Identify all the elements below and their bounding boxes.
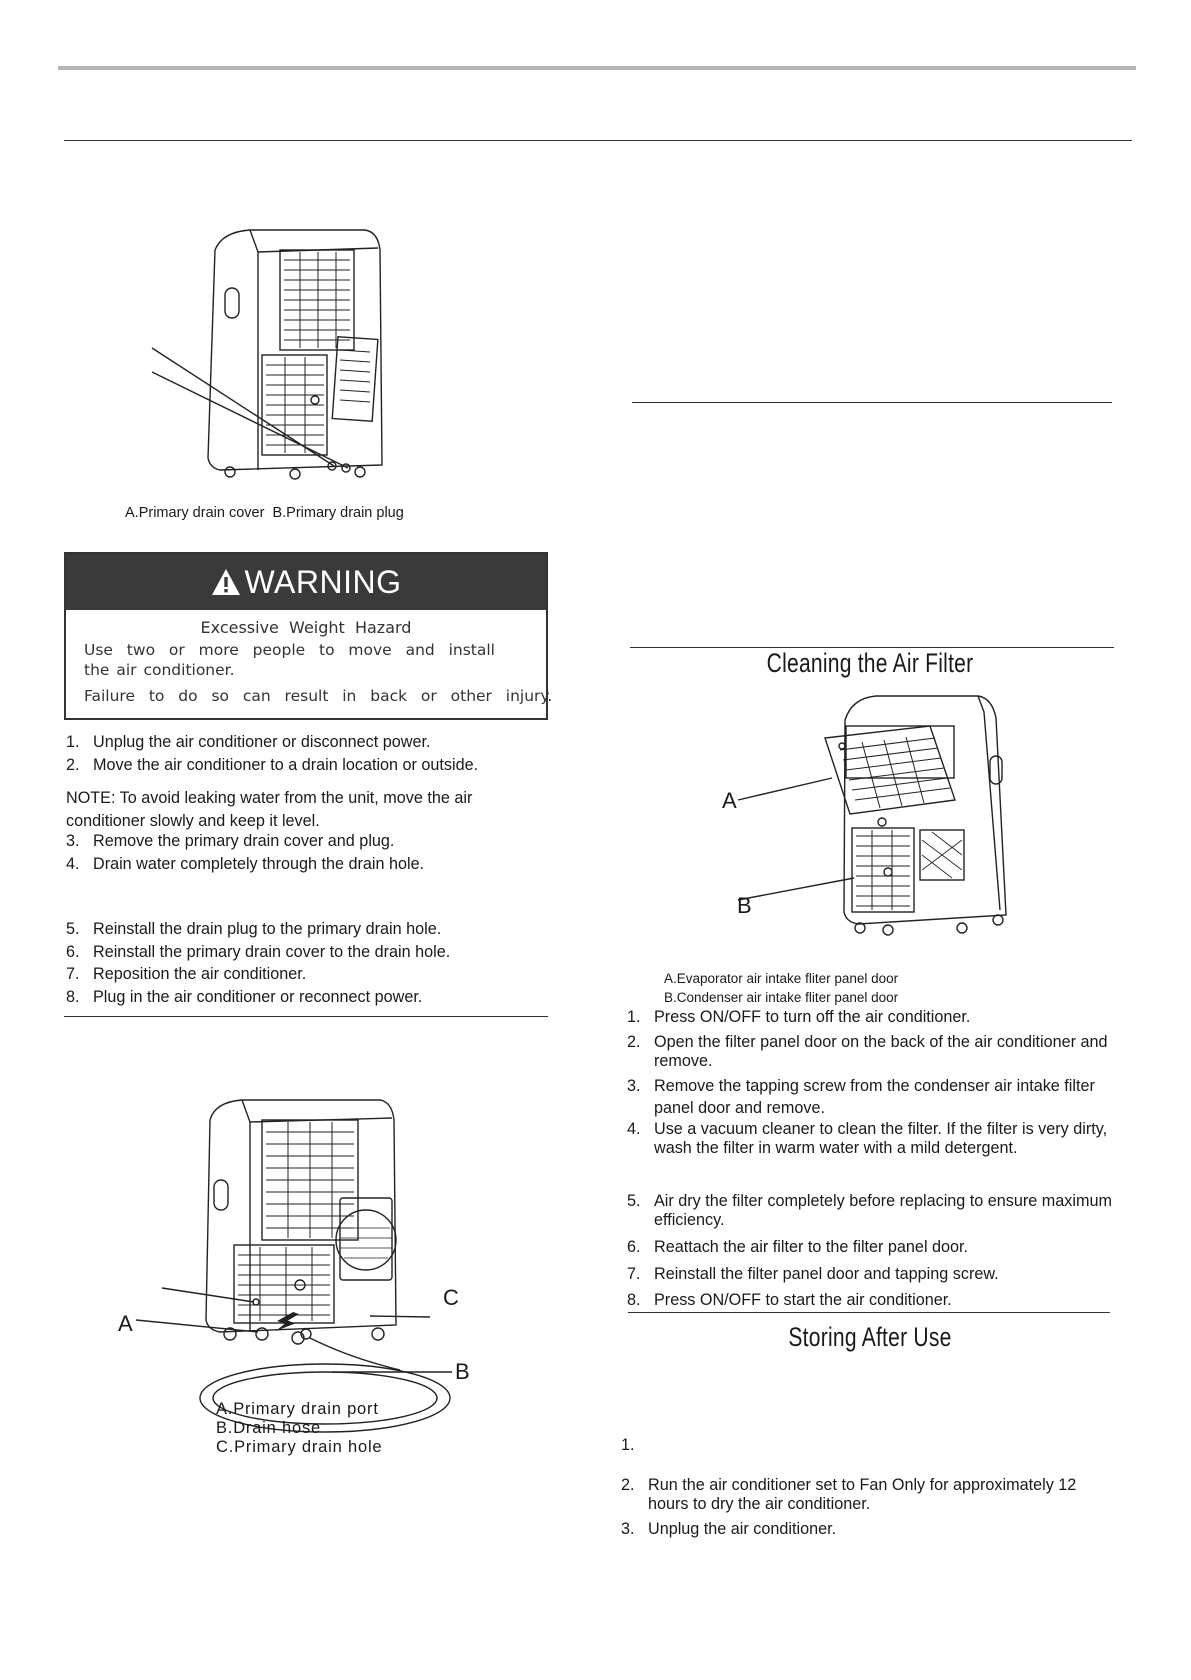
step-text: Remove the primary drain cover and plug.: [93, 832, 395, 850]
list-item: [621, 1476, 1101, 1514]
step-number: 1.: [627, 1008, 641, 1026]
list-item: [66, 918, 526, 941]
filter-steps-b: [627, 1192, 1117, 1312]
step-number: 6.: [66, 942, 80, 961]
filter-section-title: Cleaning the Air Filter: [766, 648, 974, 678]
figure2-label-a: A: [118, 1311, 133, 1336]
step-number: 2.: [621, 1476, 635, 1494]
step-text: Use a vacuum cleaner to clean the filter. If the filter is very dirty, wash the filter in warm water with a mild detergent.: [654, 1119, 1108, 1157]
list-item: [627, 1120, 1117, 1158]
warning-line-2: Failure to do so can result in back or other injury.: [84, 687, 553, 705]
top-bar: [58, 66, 1136, 70]
list-item: [66, 830, 526, 853]
list-item: [66, 853, 526, 876]
drain-note: NOTE: To avoid leaking water from the unit, move the air conditioner slowly and keep it level.: [66, 789, 473, 830]
figure2-label-b: B: [455, 1359, 470, 1384]
figure1-caption: A.Primary drain cover B.Primary drain plug: [125, 505, 404, 521]
step-text: Air dry the filter completely before replacing to ensure maximum efficiency.: [654, 1192, 1112, 1229]
step-text: Unplug the air conditioner or disconnect power.: [93, 733, 431, 751]
storing-section-title: Storing After Use: [788, 1322, 952, 1352]
list-item: [627, 1033, 1117, 1071]
list-item: [627, 1236, 1117, 1259]
left-section-rule: [64, 1016, 548, 1017]
step-number: 3.: [66, 832, 80, 850]
figure2-caption-b: B.Drain hose: [216, 1419, 321, 1437]
list-item: [66, 941, 526, 964]
step-number: 6.: [627, 1238, 641, 1256]
step-number: 3.: [627, 1076, 641, 1095]
step-number: 8.: [66, 987, 80, 1006]
step-text: Reattach the air filter to the filter panel door.: [654, 1238, 969, 1256]
warning-triangle-icon: [211, 568, 241, 596]
list-item: [627, 1006, 1117, 1029]
warning-title: WARNING: [244, 563, 402, 600]
filter-caption-a: A.Evaporator air intake fliter panel door: [664, 971, 899, 986]
step-number: 7.: [627, 1264, 641, 1283]
list-item: [627, 1192, 1117, 1230]
figure2-caption-c: C.Primary drain hole: [216, 1438, 383, 1456]
step-text: Press ON/OFF to turn off the air conditioner.: [654, 1008, 971, 1026]
list-item: [66, 986, 526, 1009]
step-text: Reinstall the filter panel door and tapping screw.: [654, 1264, 999, 1283]
drain-steps-a: [66, 731, 526, 776]
list-item: [621, 1518, 1101, 1541]
step-number: 5.: [66, 920, 80, 938]
storing-step-1: [621, 1436, 635, 1455]
filter-steps-a: [627, 1006, 1117, 1158]
step-text: Reposition the air conditioner.: [93, 965, 307, 983]
figure-drain-cover: [150, 220, 410, 490]
right-top-rule: [632, 402, 1112, 403]
list-item: [66, 731, 526, 754]
step-text: Open the filter panel door on the back of the air conditioner and remove.: [654, 1032, 1108, 1070]
step-text: Plug in the air conditioner or reconnect power.: [93, 987, 423, 1006]
storing-steps: [621, 1476, 1101, 1541]
list-item: [627, 1289, 1117, 1312]
step-number: 3.: [621, 1520, 635, 1538]
step-number: 4.: [66, 854, 80, 873]
step-number: 1.: [621, 1436, 635, 1454]
header-rule: [64, 140, 1132, 141]
step-text: Reinstall the drain plug to the primary drain hole.: [93, 920, 442, 938]
step-text: Reinstall the primary drain cover to the drain hole.: [93, 942, 451, 961]
figure2-caption-a: A.Primary drain port: [216, 1400, 379, 1418]
step-number: 5.: [627, 1192, 641, 1210]
step-text: Move the air conditioner to a drain location or outside.: [93, 755, 479, 774]
list-item: [627, 1263, 1117, 1286]
warning-line-1: Use two or more people to move and install the air conditioner.: [84, 641, 502, 679]
step-text: Remove the tapping screw from the condenser air intake filter panel door and remove.: [654, 1076, 1095, 1117]
filter-caption-b: B.Condenser air intake fliter panel door: [664, 990, 899, 1005]
step-number: 2.: [66, 755, 80, 774]
step-number: 7.: [66, 965, 80, 983]
step-text: Press ON/OFF to start the air conditioner.: [654, 1291, 952, 1309]
figure-air-filter: [700, 690, 1060, 960]
filter-label-a: A: [722, 788, 737, 813]
step-number: 8.: [627, 1291, 641, 1309]
warning-subtitle: Excessive Weight Hazard: [200, 618, 412, 637]
step-text: Run the air conditioner set to Fan Only for approximately 12 hours to dry the air conditioner.: [648, 1476, 1077, 1513]
step-text: Drain water completely through the drain hole.: [93, 854, 425, 873]
step-number: 4.: [627, 1119, 641, 1138]
list-item: [627, 1075, 1117, 1120]
step-number: 1.: [66, 733, 80, 751]
step-number: 2.: [627, 1032, 641, 1051]
step-text: Unplug the air conditioner.: [648, 1520, 837, 1538]
figure-drain-hose: [110, 1080, 490, 1450]
warning-box: [64, 552, 553, 720]
filter-label-b: B: [737, 893, 752, 918]
drain-steps-b: [66, 830, 526, 875]
list-item: [66, 754, 526, 777]
warning-header: [66, 554, 546, 610]
storing-section-rule: [628, 1312, 1110, 1313]
figure2-label-c: C: [443, 1285, 459, 1310]
list-item: [66, 963, 526, 986]
drain-steps-c: [66, 918, 526, 1008]
